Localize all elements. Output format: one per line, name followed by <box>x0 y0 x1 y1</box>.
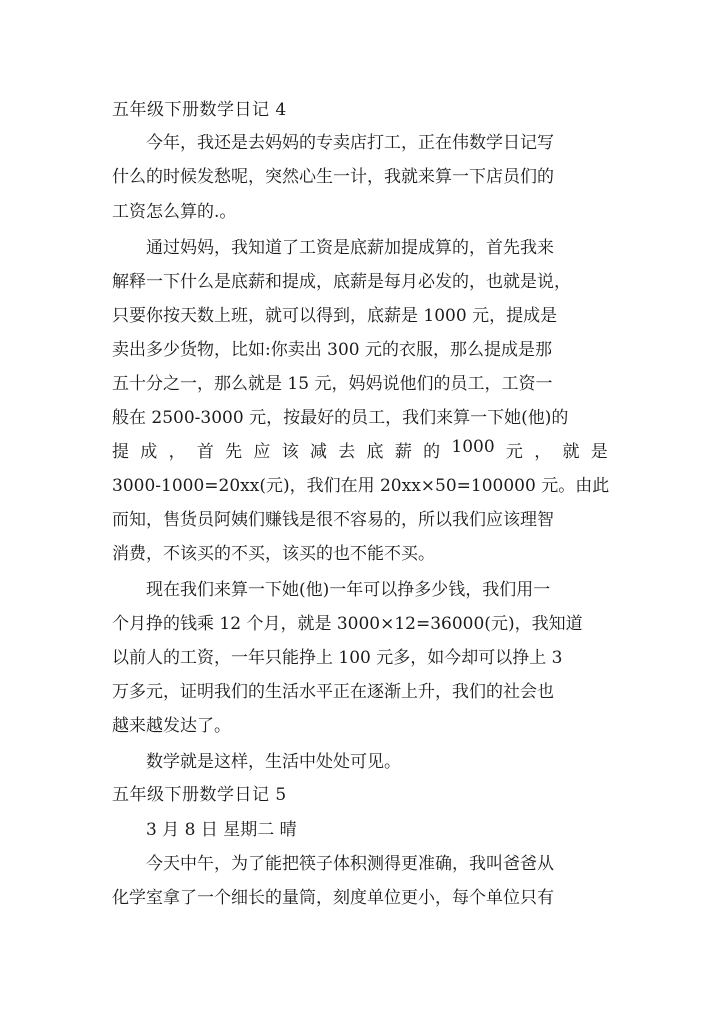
section-title: 五年级下册数学日记 5 <box>112 785 287 805</box>
paragraph-line: 消费，不该买的不买，该买的也不能不买。 <box>112 544 435 564</box>
paragraph-line: 工资怎么算的.。 <box>112 202 237 222</box>
text-token: 去 <box>338 442 356 462</box>
text-token: 底 <box>366 442 384 462</box>
text-token: 减 <box>309 442 327 462</box>
text-token: 1000 <box>451 437 495 457</box>
text-token: 首 <box>196 442 214 462</box>
paragraph-line: 今年，我还是去妈妈的专卖店打工，正在伟数学日记写 <box>146 133 554 153</box>
paragraph-line: 只要你按天数上班，就可以得到，底薪是 1000 元，提成是 <box>112 306 558 326</box>
text-token: 薪 <box>394 442 412 462</box>
text-token: ， <box>534 442 552 462</box>
text-token: 成 <box>140 442 158 462</box>
paragraph-line: 越来越发达了。 <box>112 716 231 736</box>
text-token: 是 <box>590 442 608 462</box>
paragraph-line: 现在我们来算一下她(他)一年可以挣多少钱，我们用一 <box>146 580 551 600</box>
paragraph-line: 什么的时候发愁呢，突然心生一计，我就来算一下店员们的 <box>112 167 554 187</box>
text-token: 就 <box>562 442 580 462</box>
paragraph-line: 化学室拿了一个细长的量筒，刻度单位更小，每个单位只有 <box>112 888 554 908</box>
text-token: 的 <box>423 442 441 462</box>
paragraph-line-justified <box>112 437 608 462</box>
paragraph-line: 五十分之一，那么就是 15 元，妈妈说他们的员工，工资一 <box>112 374 553 394</box>
paragraph-line: 个月挣的钱乘 12 个月，就是 3000×12=36000(元)，我知道 <box>112 614 583 634</box>
paragraph-line: 以前人的工资，一年只能挣上 100 元多，如今却可以挣上 3 <box>112 648 563 668</box>
paragraph-line: 万多元，证明我们的生活水平正在逐渐上升，我们的社会也 <box>112 682 554 702</box>
paragraph-line: 般在 2500-3000 元，按最好的员工，我们来算一下她(他)的 <box>112 408 569 428</box>
paragraph-line: 而知，售货员阿姨们赚钱是很不容易的，所以我们应该理智 <box>112 510 554 530</box>
text-token: 应 <box>253 442 271 462</box>
paragraph-line: 今天中午，为了能把筷子体积测得更准确，我叫爸爸从 <box>146 854 554 874</box>
paragraph-line: 通过妈妈，我知道了工资是底薪加提成算的，首先我来 <box>146 238 554 258</box>
text-token: 元 <box>505 442 523 462</box>
paragraph-line: 解释一下什么是底薪和提成，底薪是每月必发的，也就是说， <box>112 272 571 292</box>
text-token: 该 <box>281 442 299 462</box>
paragraph-line: 3000-1000=20xx(元)，我们在用 20xx×50=100000 元。由此 <box>112 476 610 496</box>
text-token: ， <box>168 442 186 462</box>
text-token: 先 <box>225 442 243 462</box>
diary-date-line: 3 月 8 日 星期二 晴 <box>146 820 297 840</box>
paragraph-line: 卖出多少货物，比如:你卖出 300 元的衣服，那么提成是那 <box>112 340 552 360</box>
section-title: 五年级下册数学日记 4 <box>112 100 287 120</box>
paragraph-line: 数学就是这样，生活中处处可见。 <box>146 752 401 772</box>
text-token: 提 <box>112 442 129 462</box>
